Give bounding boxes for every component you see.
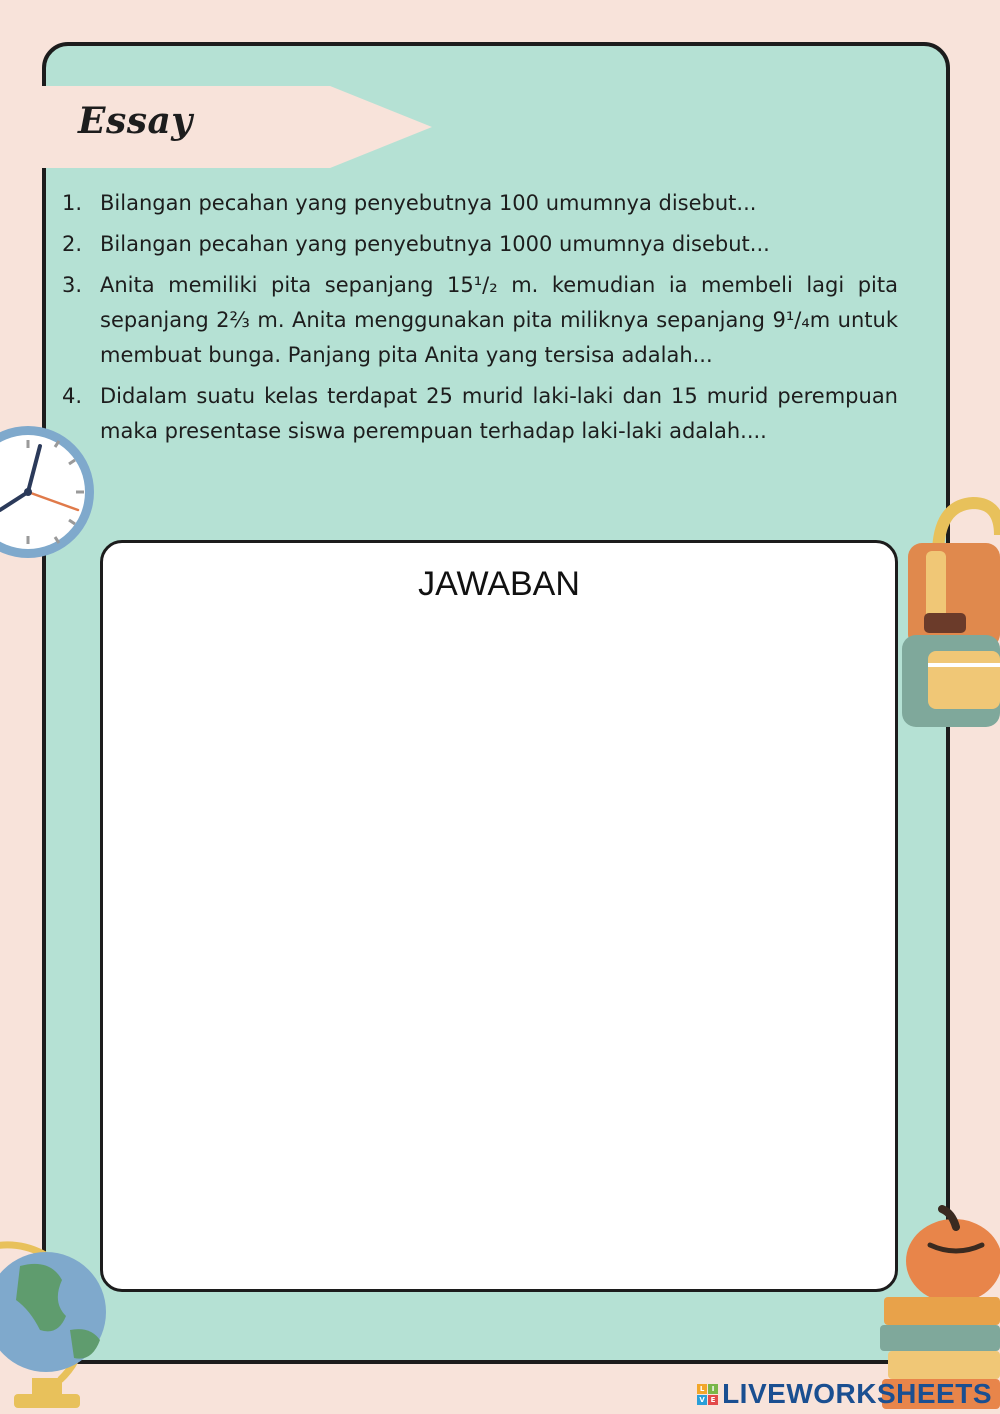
question-text: Bilangan pecahan yang penyebutnya 100 umumnya disebut... [100, 191, 757, 215]
question-number: 2. [62, 232, 83, 256]
clock-icon [0, 420, 100, 565]
question-number: 4. [62, 384, 83, 408]
answer-title: JAWABAN [418, 565, 580, 603]
question-item [62, 379, 898, 449]
question-list [62, 186, 898, 455]
question-number: 3. [62, 273, 83, 297]
logo-letter: I [708, 1384, 718, 1394]
logo-letter: L [697, 1384, 707, 1394]
question-item [62, 268, 898, 373]
globe-icon [0, 1230, 115, 1414]
apple-icon [906, 1209, 1000, 1303]
question-item [62, 186, 898, 221]
question-number: 1. [62, 191, 83, 215]
question-text: Anita memiliki pita sepanjang 15¹/₂ m. kemudian ia membeli lagi pita sepanjang 2⅔ m. Anita menggunakan pita miliknya sepanjang 9¹/₄m untuk membuat bunga. Panjang pita Anita yang tersisa adalah... [100, 273, 898, 367]
backpack-icon [898, 495, 1000, 730]
question-item [62, 227, 898, 262]
logo-letter: V [697, 1395, 707, 1405]
question-text: Bilangan pecahan yang penyebutnya 1000 umumnya disebut... [100, 232, 770, 256]
question-text: Didalam suatu kelas terdapat 25 murid laki-laki dan 15 murid perempuan maka presentase siswa perempuan terhadap laki-laki adalah.... [100, 384, 898, 443]
answer-box[interactable] [100, 540, 898, 1292]
logo-letter: E [708, 1395, 718, 1405]
page-title: Essay [78, 100, 193, 142]
brand-name: LIVEWORKSHEETS [722, 1378, 992, 1409]
logo-grid-icon [697, 1384, 718, 1405]
liveworksheets-logo [697, 1378, 992, 1410]
